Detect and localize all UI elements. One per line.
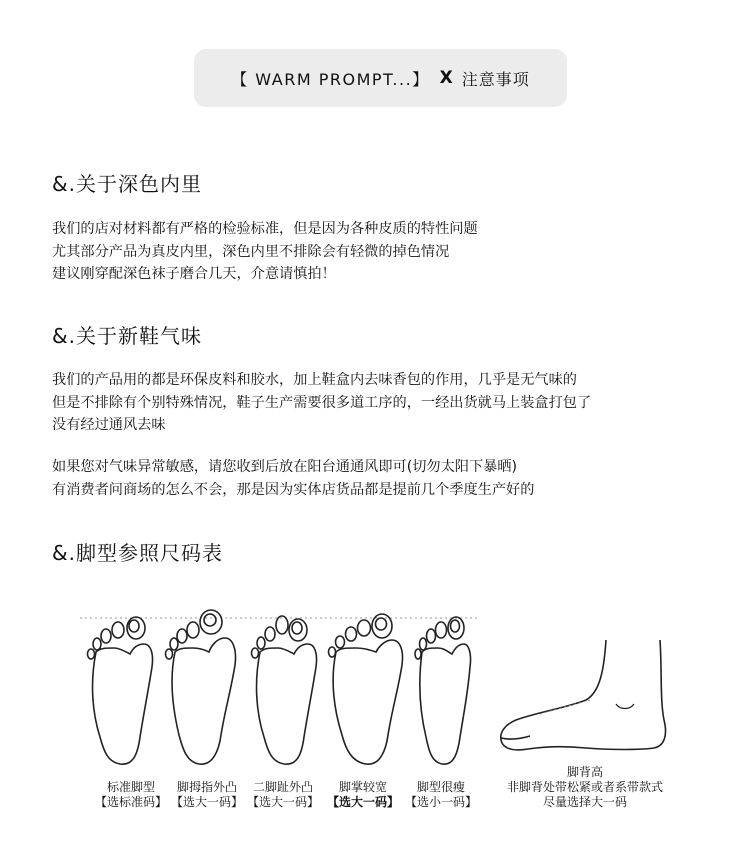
foot-caption-name: 脚型很瘦 (416, 780, 465, 794)
section-title-size-chart: &.脚型参照尺码表 (52, 541, 223, 565)
size-chart-illustration (0, 600, 750, 775)
high-instep-foot-icon (501, 640, 666, 750)
paragraph-line: 尤其部分产品为真皮内里，深色内里不排除会有轻微的掉色情况 (52, 243, 450, 260)
section-title-dark-lining: &.关于深色内里 (52, 172, 202, 196)
paragraph-line: 有消费者问商场的怎么不会，那是因为实体店货品都是提前几个季度生产好的 (52, 481, 535, 498)
foot-caption-advice: 【选标准码】 (94, 795, 167, 809)
standard-foot-icon (88, 617, 153, 764)
paragraph-line: 如果您对气味异常敏感，请您收到后放在阳台通通风即可(切勿太阳下暴晒) (52, 459, 518, 475)
foot-caption-name: 脚掌较宽 (338, 780, 387, 794)
wide-foot-icon (329, 614, 403, 764)
shoe-smell-paragraph-a (52, 369, 591, 437)
warm-prompt-banner (194, 49, 567, 107)
foot-caption-advice: 【选大一码】 (246, 795, 319, 809)
side-caption-line3: 尽量选择大一码 (542, 795, 627, 809)
foot-caption-long-second-toe (238, 780, 328, 810)
foot-caption-name: 脚拇指外凸 (176, 780, 237, 794)
section-title-shoe-smell: &.关于新鞋气味 (52, 324, 202, 348)
side-caption-line1: 脚背高 (566, 765, 603, 779)
foot-caption-name: 二脚趾外凸 (252, 780, 313, 794)
paragraph-line: 建议刚穿配深色袜子磨合几天，介意请慎拍！ (52, 266, 336, 282)
foot-caption-wide (318, 780, 408, 810)
paragraph-line: 我们的店对材料都有严格的检验标准，但是因为各种皮质的特性问题 (52, 221, 478, 237)
foot-caption-advice: 【选大一码】 (170, 795, 243, 809)
side-foot-caption (490, 765, 680, 810)
banner-left-text: 【 WARM PROMPT...】 (231, 69, 430, 89)
dark-lining-paragraph (52, 218, 478, 286)
shoe-smell-paragraph-b (52, 456, 534, 501)
foot-caption-name: 标准脚型 (106, 780, 155, 794)
foot-caption-advice: 【选小一码】 (404, 795, 477, 809)
slim-foot-icon (415, 617, 471, 764)
bunion-foot-icon (166, 610, 236, 764)
banner-right-text: 注意事项 (461, 69, 530, 89)
foot-caption-slim (396, 780, 486, 810)
paragraph-line: 没有经过通风去味 (52, 417, 166, 433)
paragraph-line: 我们的产品用的都是环保皮料和胶水，加上鞋盒内去味香包的作用，几乎是无气味的 (52, 372, 577, 388)
paragraph-line: 但是不排除有个别特殊情况，鞋子生产需要很多道工序的，一经出货就马上装盒打包了 (52, 394, 592, 411)
banner-x-mark: X (439, 68, 454, 88)
side-caption-line2: 非脚背处带松紧或者系带款式 (506, 780, 663, 794)
foot-caption-advice: 【选大一码】 (326, 795, 399, 809)
long-second-toe-foot-icon (252, 616, 317, 764)
